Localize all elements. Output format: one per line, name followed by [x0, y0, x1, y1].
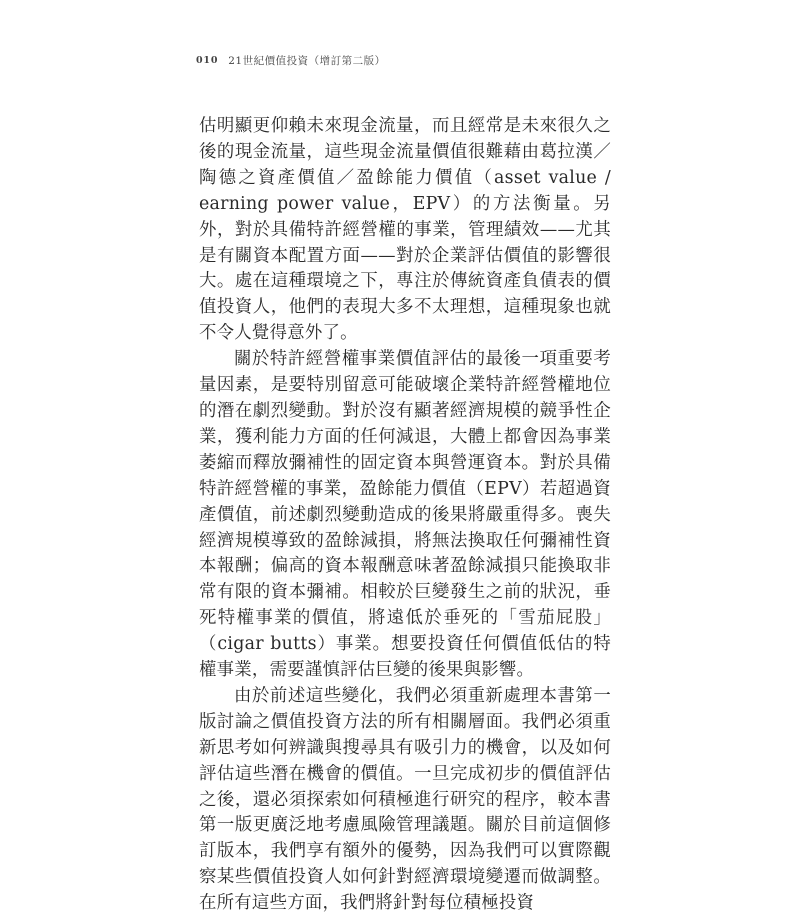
book-title: 21世紀價值投資（增訂第二版） — [228, 54, 386, 67]
paragraph-2: 關於特許經營權事業價值評估的最後一項重要考量因素，是要特別留意可能破壞企業特許經營權地位的潛在劇烈變動。對於沒有顯著經濟規模的競爭性企業，獲利能力方面的任何減退，大體上都會因為事業萎縮而釋放彌補性的固定資本與營運資本。對於具備特許經營權的事業，盈餘能力價值（EPV）若超過資產價值，前述劇烈變動造成的後果將嚴重得多。喪失經濟規模導致的盈餘減損，將無法換取任何彌補性資本報酬；偏高的資本報酬意味著盈餘減損只能換取非常有限的資本彌補。相較於巨變發生之前的狀況，垂死特權事業的價值，將遠低於垂死的「雪茄屁股」（cigar butts）事業。想要投資任何價值低估的特權事業，需要謹慎評估巨變的後果與影響。 — [199, 349, 611, 681]
body-text — [199, 114, 611, 917]
paragraph-3: 由於前述這些變化，我們必須重新處理本書第一版討論之價值投資方法的所有相關層面。我們必須重新思考如何辨識與搜尋具有吸引力的機會，以及如何評估這些潛在機會的價值。一旦完成初步的價值評估之後，還必須探索如何積極進行研究的程序，較本書第一版更廣泛地考慮風險管理議題。關於目前這個修訂版本，我們享有額外的優勢，因為我們可以實際觀察某些價值投資人如何針對經濟環境變遷而做調整。在所有這些方面，我們將針對每位積極投資 — [199, 685, 611, 914]
paragraph-1: 估明顯更仰賴未來現金流量，而且經常是未來很久之後的現金流量，這些現金流量價值很難藉由葛拉漢／陶德之資產價值／盈餘能力價值（asset value / earning power value，EPV）的方法衡量。另外，對於具備特許經營權的事業，管理績效——尤其是有關資本配置方面——對於企業評估價值的影響很大。處在這種環境之下，專注於傳統資產負債表的價值投資人，他們的表現大多不太理想，這種現象也就不令人覺得意外了。 — [199, 116, 611, 344]
page-number: 010 — [196, 54, 219, 66]
running-head — [196, 52, 386, 68]
